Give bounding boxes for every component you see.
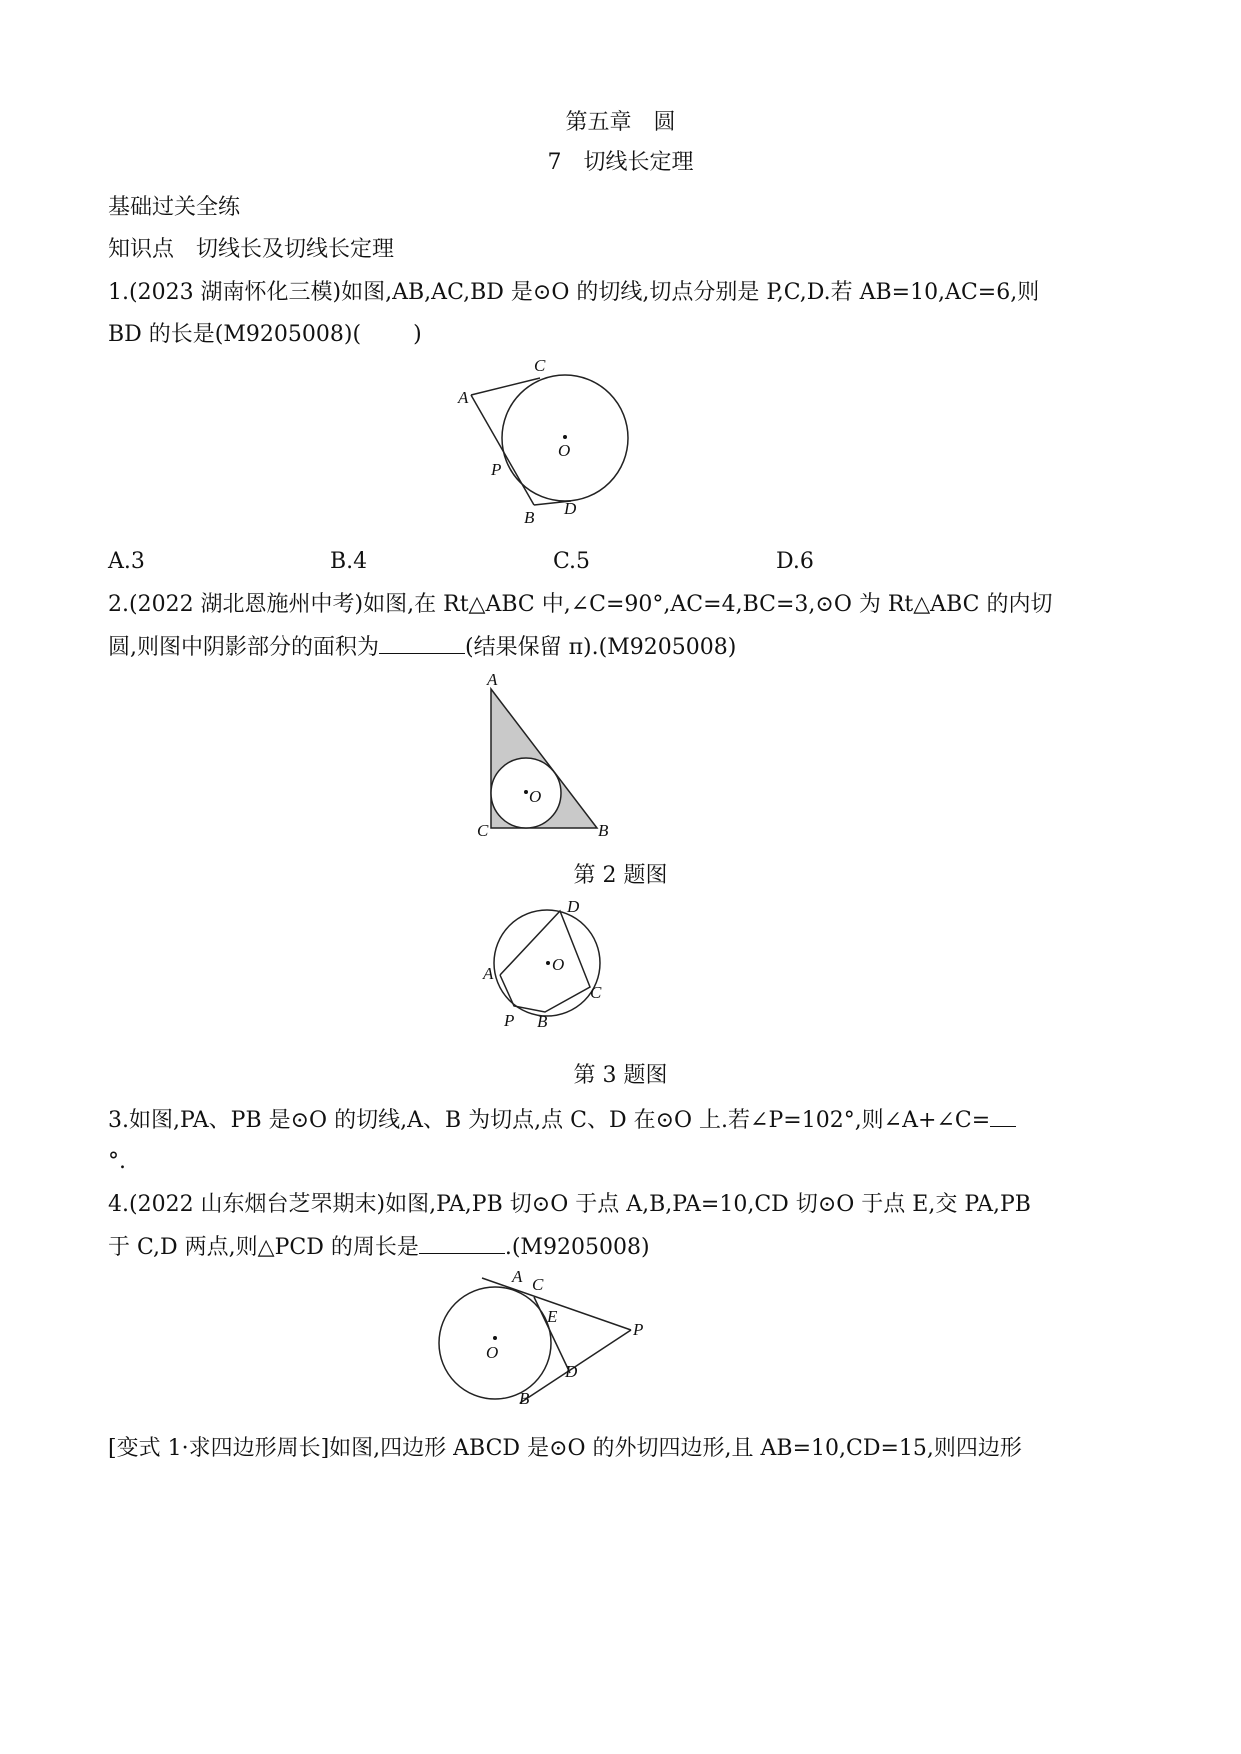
q2-label-b: B <box>598 821 609 840</box>
q3-polygon <box>500 911 590 1012</box>
q4-center-dot <box>493 1336 497 1340</box>
q3-center-dot <box>546 961 550 965</box>
q2-answer-blank <box>379 633 465 654</box>
q3-figure <box>475 895 615 1035</box>
q1-text-line1: 1.(2023 湖南怀化三模)如图,AB,AC,BD 是⊙O 的切线,切点分别是 P,C,D.若 AB=10,AC=6,则 <box>108 280 1040 305</box>
q4-answer-blank <box>419 1233 505 1254</box>
q3-label-o: O <box>552 955 565 974</box>
q1-text-line2: BD 的长是(M9205008)( ) <box>108 322 422 347</box>
q2-label-c: C <box>477 821 489 840</box>
q3-text-line1: 3.如图,PA、PB 是⊙O 的切线,A、B 为切点,点 C、D 在⊙O 上.若∠P=102°,则∠A+∠C= <box>108 1106 1016 1135</box>
q3-label-p: P <box>504 1011 515 1030</box>
q4-label-a: A <box>512 1268 523 1286</box>
q1-label-d: D <box>564 499 577 518</box>
q1-figure <box>450 355 640 530</box>
q3-label-d: D <box>567 897 580 916</box>
q3-answer-blank <box>990 1106 1016 1127</box>
q4-figure <box>435 1268 655 1413</box>
q1-option-b: B.4 <box>330 549 368 574</box>
variant-text-line1: [变式 1·求四边形周长]如图,四边形 ABCD 是⊙O 的外切四边形,且 AB=10,CD=15,则四边形 <box>108 1436 1022 1461</box>
q2-center-dot <box>524 790 528 794</box>
q1-label-b: B <box>524 508 535 527</box>
section-title: 7 切线长定理 <box>547 150 694 175</box>
q1-option-d: D.6 <box>776 549 814 574</box>
practice-label: 基础过关全练 <box>108 195 241 220</box>
q2-figure <box>470 668 620 843</box>
q4-label-o: O <box>486 1343 499 1362</box>
q4-label-p: P <box>633 1320 644 1339</box>
q3-text-line2: °. <box>108 1149 126 1174</box>
q3-label-b: B <box>537 1012 548 1031</box>
chapter-title: 第五章 圆 <box>565 110 676 135</box>
q1-label-o: O <box>558 441 571 460</box>
q3-label-a: A <box>483 964 494 983</box>
q4-text-line1: 4.(2022 山东烟台芝罘期末)如图,PA,PB 切⊙O 于点 A,B,PA=10,CD 切⊙O 于点 E,交 PA,PB <box>108 1192 1031 1217</box>
q1-option-a: A.3 <box>108 549 145 574</box>
q1-center-dot <box>563 435 567 439</box>
q1-label-p: P <box>491 460 502 479</box>
q4-label-e: E <box>547 1307 558 1326</box>
q4-label-c: C <box>532 1275 544 1294</box>
q1-label-a: A <box>458 388 469 407</box>
q4-label-d: D <box>565 1362 578 1381</box>
q1-label-c: C <box>534 356 546 375</box>
q2-label-o: O <box>529 787 542 806</box>
q3-caption: 第 3 题图 <box>573 1063 668 1088</box>
q3-label-c: C <box>590 983 602 1002</box>
q2-label-a: A <box>487 670 498 689</box>
q1-option-c: C.5 <box>553 549 591 574</box>
q2-caption: 第 2 题图 <box>573 863 668 888</box>
q4-text-line2: 于 C,D 两点,则△PCD 的周长是 .(M9205008) <box>108 1235 650 1260</box>
q1-line-ab <box>471 395 534 505</box>
knowledge-label: 知识点 切线长及切线长定理 <box>108 237 395 262</box>
q2-text-line2: 圆,则图中阴影部分的面积为 (结果保留 π).(M9205008) <box>108 635 737 660</box>
q4-label-b: B <box>519 1389 530 1408</box>
q2-text-line1: 2.(2022 湖北恩施州中考)如图,在 Rt△ABC 中,∠C=90°,AC=4,BC=3,⊙O 为 Rt△ABC 的内切 <box>108 592 1053 617</box>
